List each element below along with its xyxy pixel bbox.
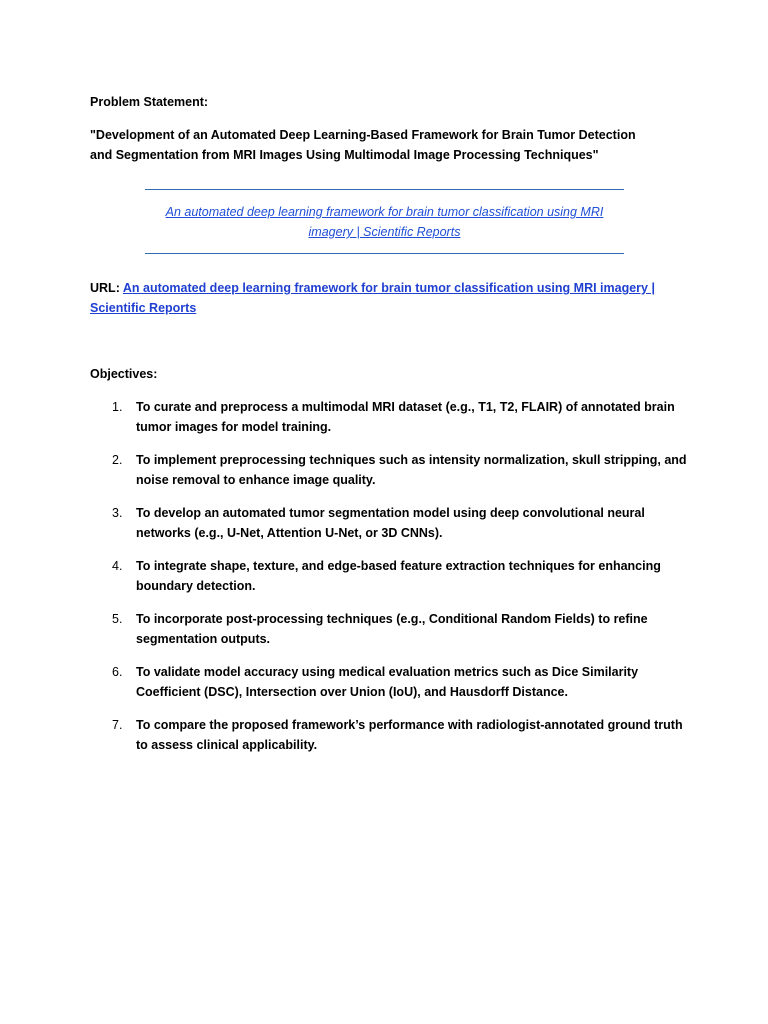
objective-item-5 — [90, 609, 690, 649]
objective-item-2 — [90, 450, 690, 490]
objective-number: 5. — [112, 612, 123, 626]
reference-caption-link[interactable]: An automated deep learning framework for brain tumor classification using MRI imagery | Scientific Reports — [165, 205, 604, 239]
objectives-list — [90, 397, 690, 768]
objective-item-6 — [90, 662, 690, 702]
caption-bottom-divider — [145, 253, 624, 254]
objective-text: To develop an automated tumor segmentation model using deep convolutional neural networks (e.g., U-Net, Attention U-Net, or 3D CNNs). — [136, 506, 645, 540]
objective-number: 2. — [112, 453, 123, 467]
objective-text: To integrate shape, texture, and edge-based feature extraction techniques for enhancing boundary detection. — [136, 559, 661, 593]
objective-number: 1. — [112, 400, 123, 414]
problem-statement-text: "Development of an Automated Deep Learning-Based Framework for Brain Tumor Detection and Segmentation from MRI Images Using Multimodal Image Processing Techniques" — [90, 128, 636, 162]
reference-url-link[interactable]: An automated deep learning framework for brain tumor classification using MRI imagery | Scientific Reports — [90, 281, 655, 315]
objective-number: 6. — [112, 665, 123, 679]
objective-text: To validate model accuracy using medical evaluation metrics such as Dice Similarity Coefficient (DSC), Intersection over Union (IoU), and Hausdorff Distance. — [136, 665, 639, 699]
objective-item-3 — [90, 503, 690, 543]
objective-text: To implement preprocessing techniques such as intensity normalization, skull stripping, and noise removal to enhance image quality. — [136, 453, 687, 487]
objective-text: To curate and preprocess a multimodal MRI dataset (e.g., T1, T2, FLAIR) of annotated brain tumor images for model training. — [136, 400, 675, 434]
objective-text: To compare the proposed framework’s performance with radiologist-annotated ground truth to assess clinical applicability. — [136, 718, 683, 752]
caption-top-divider — [145, 189, 624, 190]
objective-number: 4. — [112, 559, 123, 573]
objective-item-1 — [90, 397, 690, 437]
objective-number: 7. — [112, 718, 123, 732]
url-line — [90, 278, 680, 318]
objective-number: 3. — [112, 506, 123, 520]
objective-text: To incorporate post-processing techniques (e.g., Conditional Random Fields) to refine segmentation outputs. — [136, 612, 648, 646]
url-label: URL: — [90, 281, 123, 295]
objectives-heading: Objectives: — [90, 367, 158, 381]
problem-statement-heading: Problem Statement: — [90, 95, 209, 109]
objective-item-7 — [90, 715, 690, 755]
objective-item-4 — [90, 556, 690, 596]
